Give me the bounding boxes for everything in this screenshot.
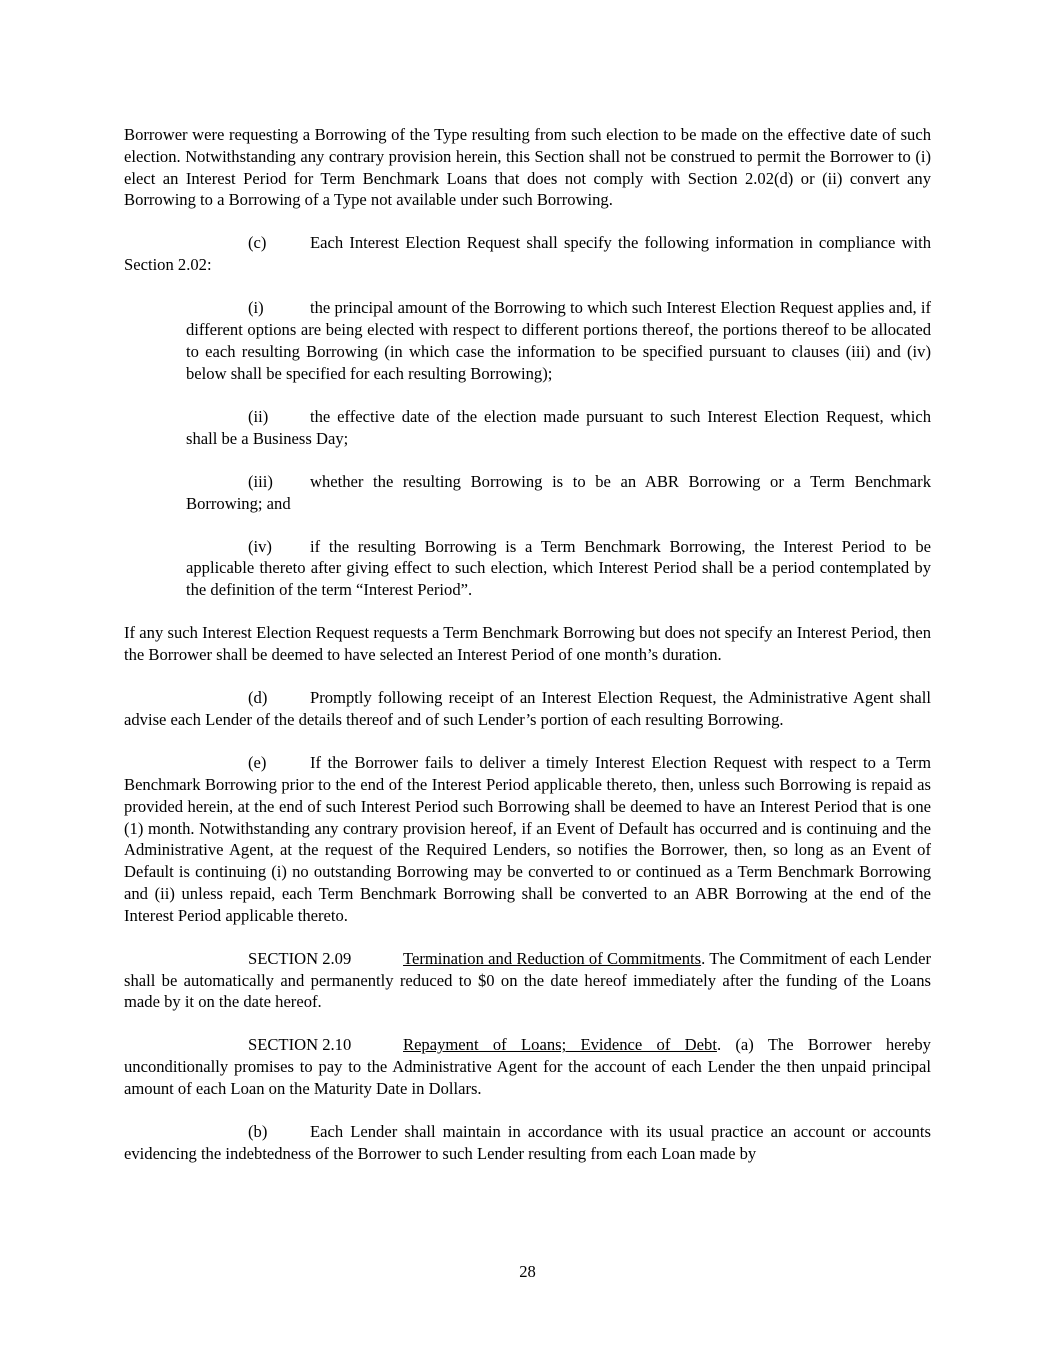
paragraph-c	[124, 232, 931, 276]
document-page	[124, 124, 931, 1186]
section-2-10	[124, 1034, 931, 1099]
clause-label: (iv)	[248, 536, 272, 556]
clause-text: if the resulting Borrowing is a Term Benchmark Borrowing, the Interest Period to be applicable thereto after giving effect to such election, which Interest Period shall be a period contemplated by the definition of the term “Interest Period”.	[186, 536, 931, 600]
clause-text: whether the resulting Borrowing is to be an ABR Borrowing or a Term Benchmark Borrowing; and	[186, 471, 931, 513]
paragraph-e	[124, 752, 931, 926]
paragraph-after-items: If any such Interest Election Request requests a Term Benchmark Borrowing but does not specify an Interest Period, then the Borrower shall be deemed to have selected an Interest Period of one month’s duration.	[124, 623, 931, 665]
paragraph-intro: Borrower were requesting a Borrowing of the Type resulting from such election to be made on the effective date of such election. Notwithstanding any contrary provision herein, this Section shall not be construed to permit the Borrower to (i) elect an Interest Period for Term Benchmark Loans that does not comply with Section 2.02(d) or (ii) convert any Borrowing to a Borrowing of a Type not available under such Borrowing.	[124, 125, 931, 210]
list-item	[186, 406, 931, 450]
clause-text: If the Borrower fails to deliver a timely Interest Election Request with respect to a Term Benchmark Borrowing prior to the end of the Interest Period applicable thereto, then, unless such Borrowing is repaid as provided herein, at the end of such Interest Period such Borrowing shall be deemed to have an Interest Period that is one (1) month. Notwithstanding any contrary provision hereof, if an Event of Default has occurred and is continuing and the Administrative Agent, at the request of the Required Lenders, so notifies the Borrower, then, so long as an Event of Default is continuing (i) no outstanding Borrowing may be converted to or continued as a Term Benchmark Borrowing and (ii) unless repaid, each Term Benchmark Borrowing shall be converted to an ABR Borrowing at the end of the Interest Period applicable thereto.	[124, 753, 931, 925]
clause-label: (i)	[248, 298, 264, 318]
clause-label: (iii)	[248, 471, 273, 491]
list-item	[186, 471, 931, 515]
clause-text: Each Interest Election Request shall specify the following information in compliance with Section 2.02:	[124, 233, 931, 275]
list-item	[186, 536, 931, 601]
clause-label: (b)	[248, 1122, 268, 1142]
section-title: Repayment of Loans; Evidence of Debt	[403, 1035, 717, 1055]
list-item	[186, 297, 931, 384]
clause-label: (ii)	[248, 406, 269, 426]
clause-text: Each Lender shall maintain in accordance with its usual practice an account or accounts evidencing the indebtedness of the Borrower to such Lender resulting from each Loan made by	[124, 1122, 931, 1163]
clause-text: the principal amount of the Borrowing to which such Interest Election Request applies and, if different options are being elected with respect to different portions thereof, the portions thereof to be allocated to each resulting Borrowing (in which case the information to be specified pursuant to clauses (iii) and (iv) below shall be specified for each resulting Borrowing);	[186, 298, 931, 383]
section-label: SECTION 2.10	[248, 1035, 352, 1055]
section-label: SECTION 2.09	[248, 948, 352, 968]
paragraph-d	[124, 687, 931, 731]
section-text: . (a) The Borrower hereby unconditionally promises to pay to the Administrative Agent for the account of each Lender the then unpaid principal amount of each Loan on the Maturity Date in Dollars.	[124, 1035, 931, 1099]
page-number: 28	[519, 1262, 536, 1281]
clause-label: (d)	[248, 688, 268, 708]
paragraph-b	[124, 1121, 931, 1165]
clause-label: (e)	[248, 753, 267, 773]
section-text: . The Commitment of each Lender shall be automatically and permanently reduced to $0 on the date hereof immediately after the funding of the Loans made by it on the date hereof.	[124, 948, 931, 1012]
clause-text: Promptly following receipt of an Interest Election Request, the Administrative Agent shall advise each Lender of the details thereof and of such Lender’s portion of each resulting Borrowing.	[124, 688, 931, 730]
clause-text: the effective date of the election made pursuant to such Interest Election Request, which shall be a Business Day;	[186, 406, 931, 448]
clause-label: (c)	[248, 233, 267, 253]
section-title: Termination and Reduction of Commitments	[403, 948, 702, 968]
section-2-09	[124, 948, 931, 1013]
